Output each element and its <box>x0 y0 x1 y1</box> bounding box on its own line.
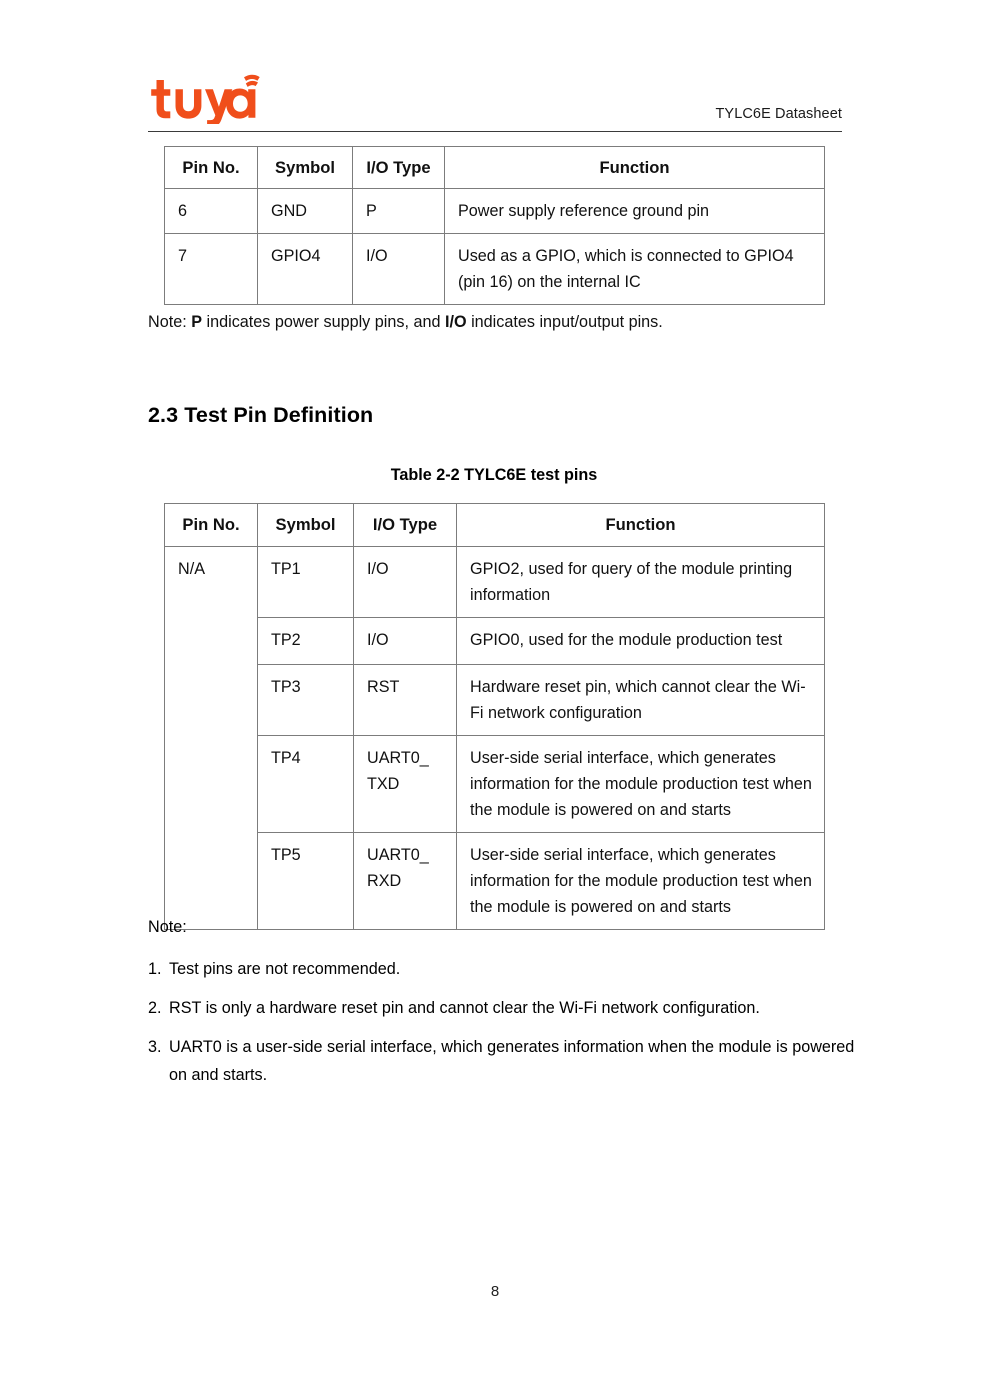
cell-text: TP4 <box>271 749 301 767</box>
cell-text: User-side serial interface, which generates information for the module production test when the module is powered on and starts <box>470 846 812 916</box>
table-header-row <box>165 504 825 547</box>
cell-io-type <box>354 736 457 833</box>
cell-io-type <box>353 189 445 234</box>
column-header-label: Pin No. <box>182 515 240 534</box>
cell-symbol <box>258 736 354 833</box>
cell-text: TP2 <box>271 631 301 649</box>
cell-symbol <box>258 189 353 234</box>
note-list-item <box>148 955 868 983</box>
cell-pin-no-merged <box>165 547 258 930</box>
cell-text: Hardware reset pin, which cannot clear the Wi-Fi network configuration <box>470 678 806 722</box>
table-row <box>165 618 825 665</box>
cell-symbol <box>258 547 354 618</box>
column-header-pin-no <box>165 147 258 189</box>
column-header-function <box>445 147 825 189</box>
note-prefix: Note: <box>148 313 192 331</box>
column-header-io-type <box>353 147 445 189</box>
table-row <box>165 234 825 305</box>
column-header-symbol <box>258 504 354 547</box>
cell-function <box>445 234 825 305</box>
note-bold-p: P <box>191 313 203 331</box>
cell-symbol <box>258 618 354 665</box>
column-header-io-type <box>354 504 457 547</box>
column-header-pin-no <box>165 504 258 547</box>
table-row <box>165 665 825 736</box>
cell-io-type <box>354 547 457 618</box>
cell-text: Used as a GPIO, which is connected to GPIO4 (pin 16) on the internal IC <box>458 247 794 291</box>
cell-text: I/O <box>367 631 389 649</box>
table-row <box>165 189 825 234</box>
table-caption-test-pins: Table 2-2 TYLC6E test pins <box>390 466 598 484</box>
cell-text: Power supply reference ground pin <box>458 202 710 220</box>
page-header <box>148 72 842 134</box>
cell-text: I/O <box>367 560 389 578</box>
cell-function <box>457 665 825 736</box>
note-list-item <box>148 994 868 1022</box>
page-number: 8 <box>490 1283 500 1300</box>
note-list-item <box>148 1033 868 1089</box>
note-number: 2. <box>148 999 162 1017</box>
pin-definition-table <box>164 146 825 305</box>
note-body: RST is only a hardware reset pin and cannot clear the Wi-Fi network configuration. <box>169 999 760 1017</box>
table-row <box>165 547 825 618</box>
cell-io-type <box>353 234 445 305</box>
cell-pin-no <box>165 234 258 305</box>
cell-io-type <box>354 665 457 736</box>
cell-text: User-side serial interface, which generates information for the module production test when the module is powered on and starts <box>470 749 812 819</box>
note-body: Test pins are not recommended. <box>169 960 401 978</box>
tuya-logo-icon <box>148 74 260 124</box>
cell-function <box>457 547 825 618</box>
section-heading-test-pin-definition: 2.3 Test Pin Definition <box>148 403 374 427</box>
cell-text: UART0_ RXD <box>367 846 429 890</box>
cell-text: GPIO4 <box>271 247 321 265</box>
cell-function <box>445 189 825 234</box>
cell-text: GPIO0, used for the module production test <box>470 631 783 649</box>
cell-text: P <box>366 202 377 220</box>
note-number: 3. <box>148 1038 162 1056</box>
cell-text: 6 <box>178 202 188 220</box>
cell-function <box>457 736 825 833</box>
note-number: 1. <box>148 960 162 978</box>
cell-text: 7 <box>178 247 188 265</box>
column-header-label: Pin No. <box>182 157 240 177</box>
cell-text: GPIO2, used for query of the module printing information <box>470 560 793 604</box>
note-middle: indicates power supply pins, and <box>202 313 445 331</box>
note-bold-io: I/O <box>444 313 467 331</box>
column-header-label: I/O Type <box>372 515 438 534</box>
header-document-title: TYLC6E Datasheet <box>715 106 842 122</box>
column-header-label: Symbol <box>275 515 336 534</box>
cell-function <box>457 618 825 665</box>
column-header-label: Function <box>605 515 676 534</box>
column-header-function <box>457 504 825 547</box>
cell-text: RST <box>367 678 400 696</box>
cell-text: I/O <box>366 247 388 265</box>
tuya-logo <box>148 74 260 124</box>
cell-text: TP5 <box>271 846 301 864</box>
header-divider <box>148 131 842 132</box>
notes-block <box>148 915 868 1100</box>
test-pins-table <box>164 503 825 930</box>
cell-symbol <box>258 234 353 305</box>
column-header-label: Function <box>599 157 670 177</box>
column-header-label: Symbol <box>275 157 335 177</box>
cell-text: TP3 <box>271 678 301 696</box>
cell-text: TP1 <box>271 560 301 578</box>
cell-io-type <box>354 618 457 665</box>
table-header-row <box>165 147 825 189</box>
table-row <box>165 736 825 833</box>
cell-pin-no <box>165 189 258 234</box>
cell-text: GND <box>271 202 307 220</box>
pin-type-note <box>148 310 848 334</box>
notes-heading: Note: <box>148 918 187 936</box>
note-suffix: indicates input/output pins. <box>466 313 663 331</box>
cell-text: UART0_ TXD <box>367 749 429 793</box>
cell-symbol <box>258 665 354 736</box>
column-header-symbol <box>258 147 353 189</box>
note-body: UART0 is a user-side serial interface, which generates information when the module is powered on and starts. <box>169 1038 855 1084</box>
column-header-label: I/O Type <box>366 157 431 177</box>
cell-text: N/A <box>178 560 205 578</box>
